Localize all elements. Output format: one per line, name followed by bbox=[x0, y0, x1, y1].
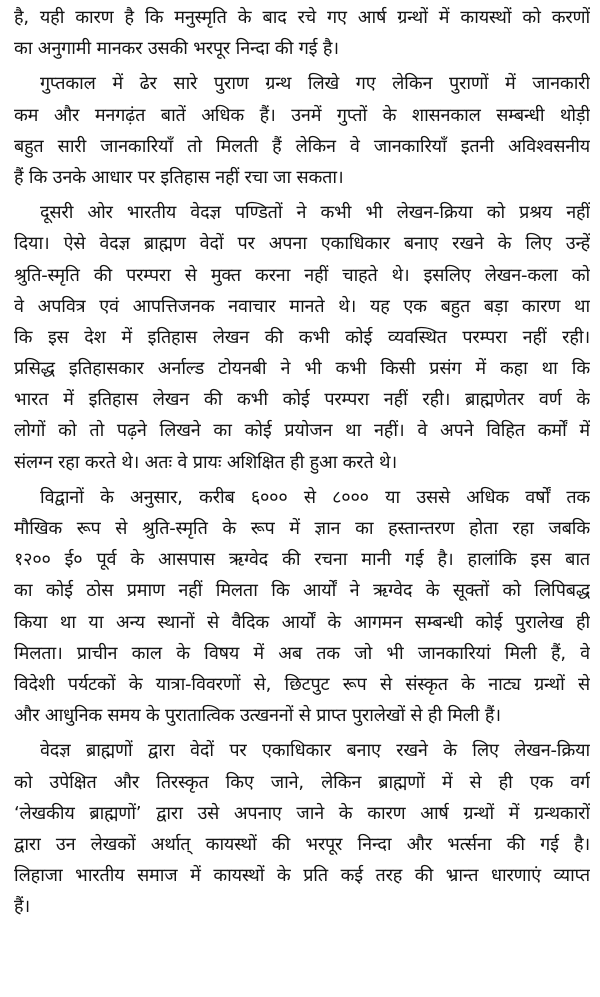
text-line: कम और मनगढ़ंत बातें अधिक हैं। उनमें गुप्तों के शासनकाल सम्बन्धी थोड़ी bbox=[14, 104, 590, 126]
text-line: हैं। bbox=[14, 896, 30, 918]
text-line: का अनुगामी मानकर उसकी भरपूर निन्दा की गई है। bbox=[14, 38, 339, 60]
text-line: विद्वानों के अनुसार, करीब ६००० से ८००० या उससे अधिक वर्षों तक bbox=[40, 486, 590, 508]
text-line: मौखिक रूप से श्रुति-स्मृति के रूप में ज्ञान का हस्तान्तरण होता रहा जबकि bbox=[14, 518, 590, 539]
text-line: द्वारा उन लेखकों अर्थात् कायस्थों की भरपूर निन्दा और भर्त्सना की गई है। bbox=[14, 833, 590, 855]
text-line: दिया। ऐसे वेदज्ञ ब्राह्मण वेदों पर अपना एकाधिकार बनाए रखने के लिए उन्हें bbox=[14, 233, 590, 255]
text-line: श्रुति-स्मृति की परम्परा से मुक्त करना नहीं चाहते थे। इसलिए लेखन-कला को bbox=[14, 264, 590, 286]
text-line: मिलता। प्राचीन काल के विषय में अब तक जो भी जानकारियां मिली हैं, वे bbox=[14, 642, 590, 664]
text-line: गुप्तकाल में ढेर सारे पुराण ग्रन्थ लिखे गए लेकिन पुराणों में जानकारी bbox=[40, 73, 590, 95]
paragraph bbox=[14, 2, 590, 64]
text-line: लिहाजा भारतीय समाज में कायस्थों के प्रति कई तरह की भ्रान्त धारणाएं व्याप्त bbox=[14, 865, 590, 887]
text-line: का कोई ठोस प्रमाण नहीं मिलता कि आर्यों ने ऋग्वेद के सूक्तों को लिपिबद्ध bbox=[14, 580, 590, 602]
text-line: विदेशी पर्यटकों के यात्रा-विवरणों से, छिटपुट रूप से संस्कृत के नाट्य ग्रन्थों से bbox=[14, 673, 590, 695]
text-line: लोगों को तो पढ़ने लिखने का कोई प्रयोजन था नहीं। वे अपने विहित कर्मों में bbox=[14, 420, 590, 442]
text-line: प्रसिद्ध इतिहासकार अर्नाल्ड टोयनबी ने भी कभी किसी प्रसंग में कहा था कि bbox=[14, 358, 590, 380]
text-line: बहुत सारी जानकारियाँ तो मिलती हैं लेकिन वे जानकारियाँ इतनी अविश्वसनीय bbox=[14, 135, 590, 157]
paragraph bbox=[14, 735, 590, 922]
text-line: कि इस देश में इतिहास लेखन की कभी कोई व्यवस्थित परम्परा नहीं रही। bbox=[14, 326, 590, 348]
text-line: वेदज्ञ ब्राह्मणों द्वारा वेदों पर एकाधिकार बनाए रखने के लिए लेखन-क्रिया bbox=[40, 740, 590, 762]
text-line: हैं कि उनके आधार पर इतिहास नहीं रचा जा सकता। bbox=[14, 166, 344, 188]
paragraph bbox=[14, 482, 590, 732]
text-line: वे अपवित्र एवं आपत्तिजनक नवाचार मानते थे। यह एक बहुत बड़ा कारण था bbox=[14, 295, 590, 317]
text-line: १२०० ई० पूर्व के आसपास ऋग्वेद की रचना मानी गई है। हालांकि इस बात bbox=[14, 549, 590, 571]
paragraph bbox=[14, 197, 590, 478]
paragraph bbox=[14, 68, 590, 193]
text-line: ‘लेखकीय ब्राह्मणों’ द्वारा उसे अपनाए जाने के कारण आर्ष ग्रन्थों में ग्रन्थकारों bbox=[14, 802, 590, 824]
text-line: किया था या अन्य स्थानों से वैदिक आर्यों के आगमन सम्बन्धी कोई पुरालेख ही bbox=[14, 611, 590, 633]
text-line: को उपेक्षित और तिरस्कृत किए जाने, लेकिन ब्राह्मणों में से ही एक वर्ग bbox=[14, 771, 590, 793]
text-line: संलग्न रहा करते थे। अतः वे प्रायः अशिक्षित ही हुआ करते थे। bbox=[14, 451, 397, 473]
text-line: दूसरी ओर भारतीय वेदज्ञ पण्डितों ने कभी भी लेखन-क्रिया को प्रश्रय नहीं bbox=[40, 202, 590, 224]
text-line: और आधुनिक समय के पुरातात्विक उत्खननों से प्राप्त पुरालेखों से ही मिली हैं। bbox=[14, 705, 501, 727]
text-line: है, यही कारण है कि मनुस्मृति के बाद रचे गए आर्ष ग्रन्थों में कायस्थों को करणों bbox=[14, 7, 590, 28]
text-line: भारत में इतिहास लेखन की कभी कोई परम्परा नहीं रही। ब्राह्मणेतर वर्ण के bbox=[14, 389, 590, 411]
